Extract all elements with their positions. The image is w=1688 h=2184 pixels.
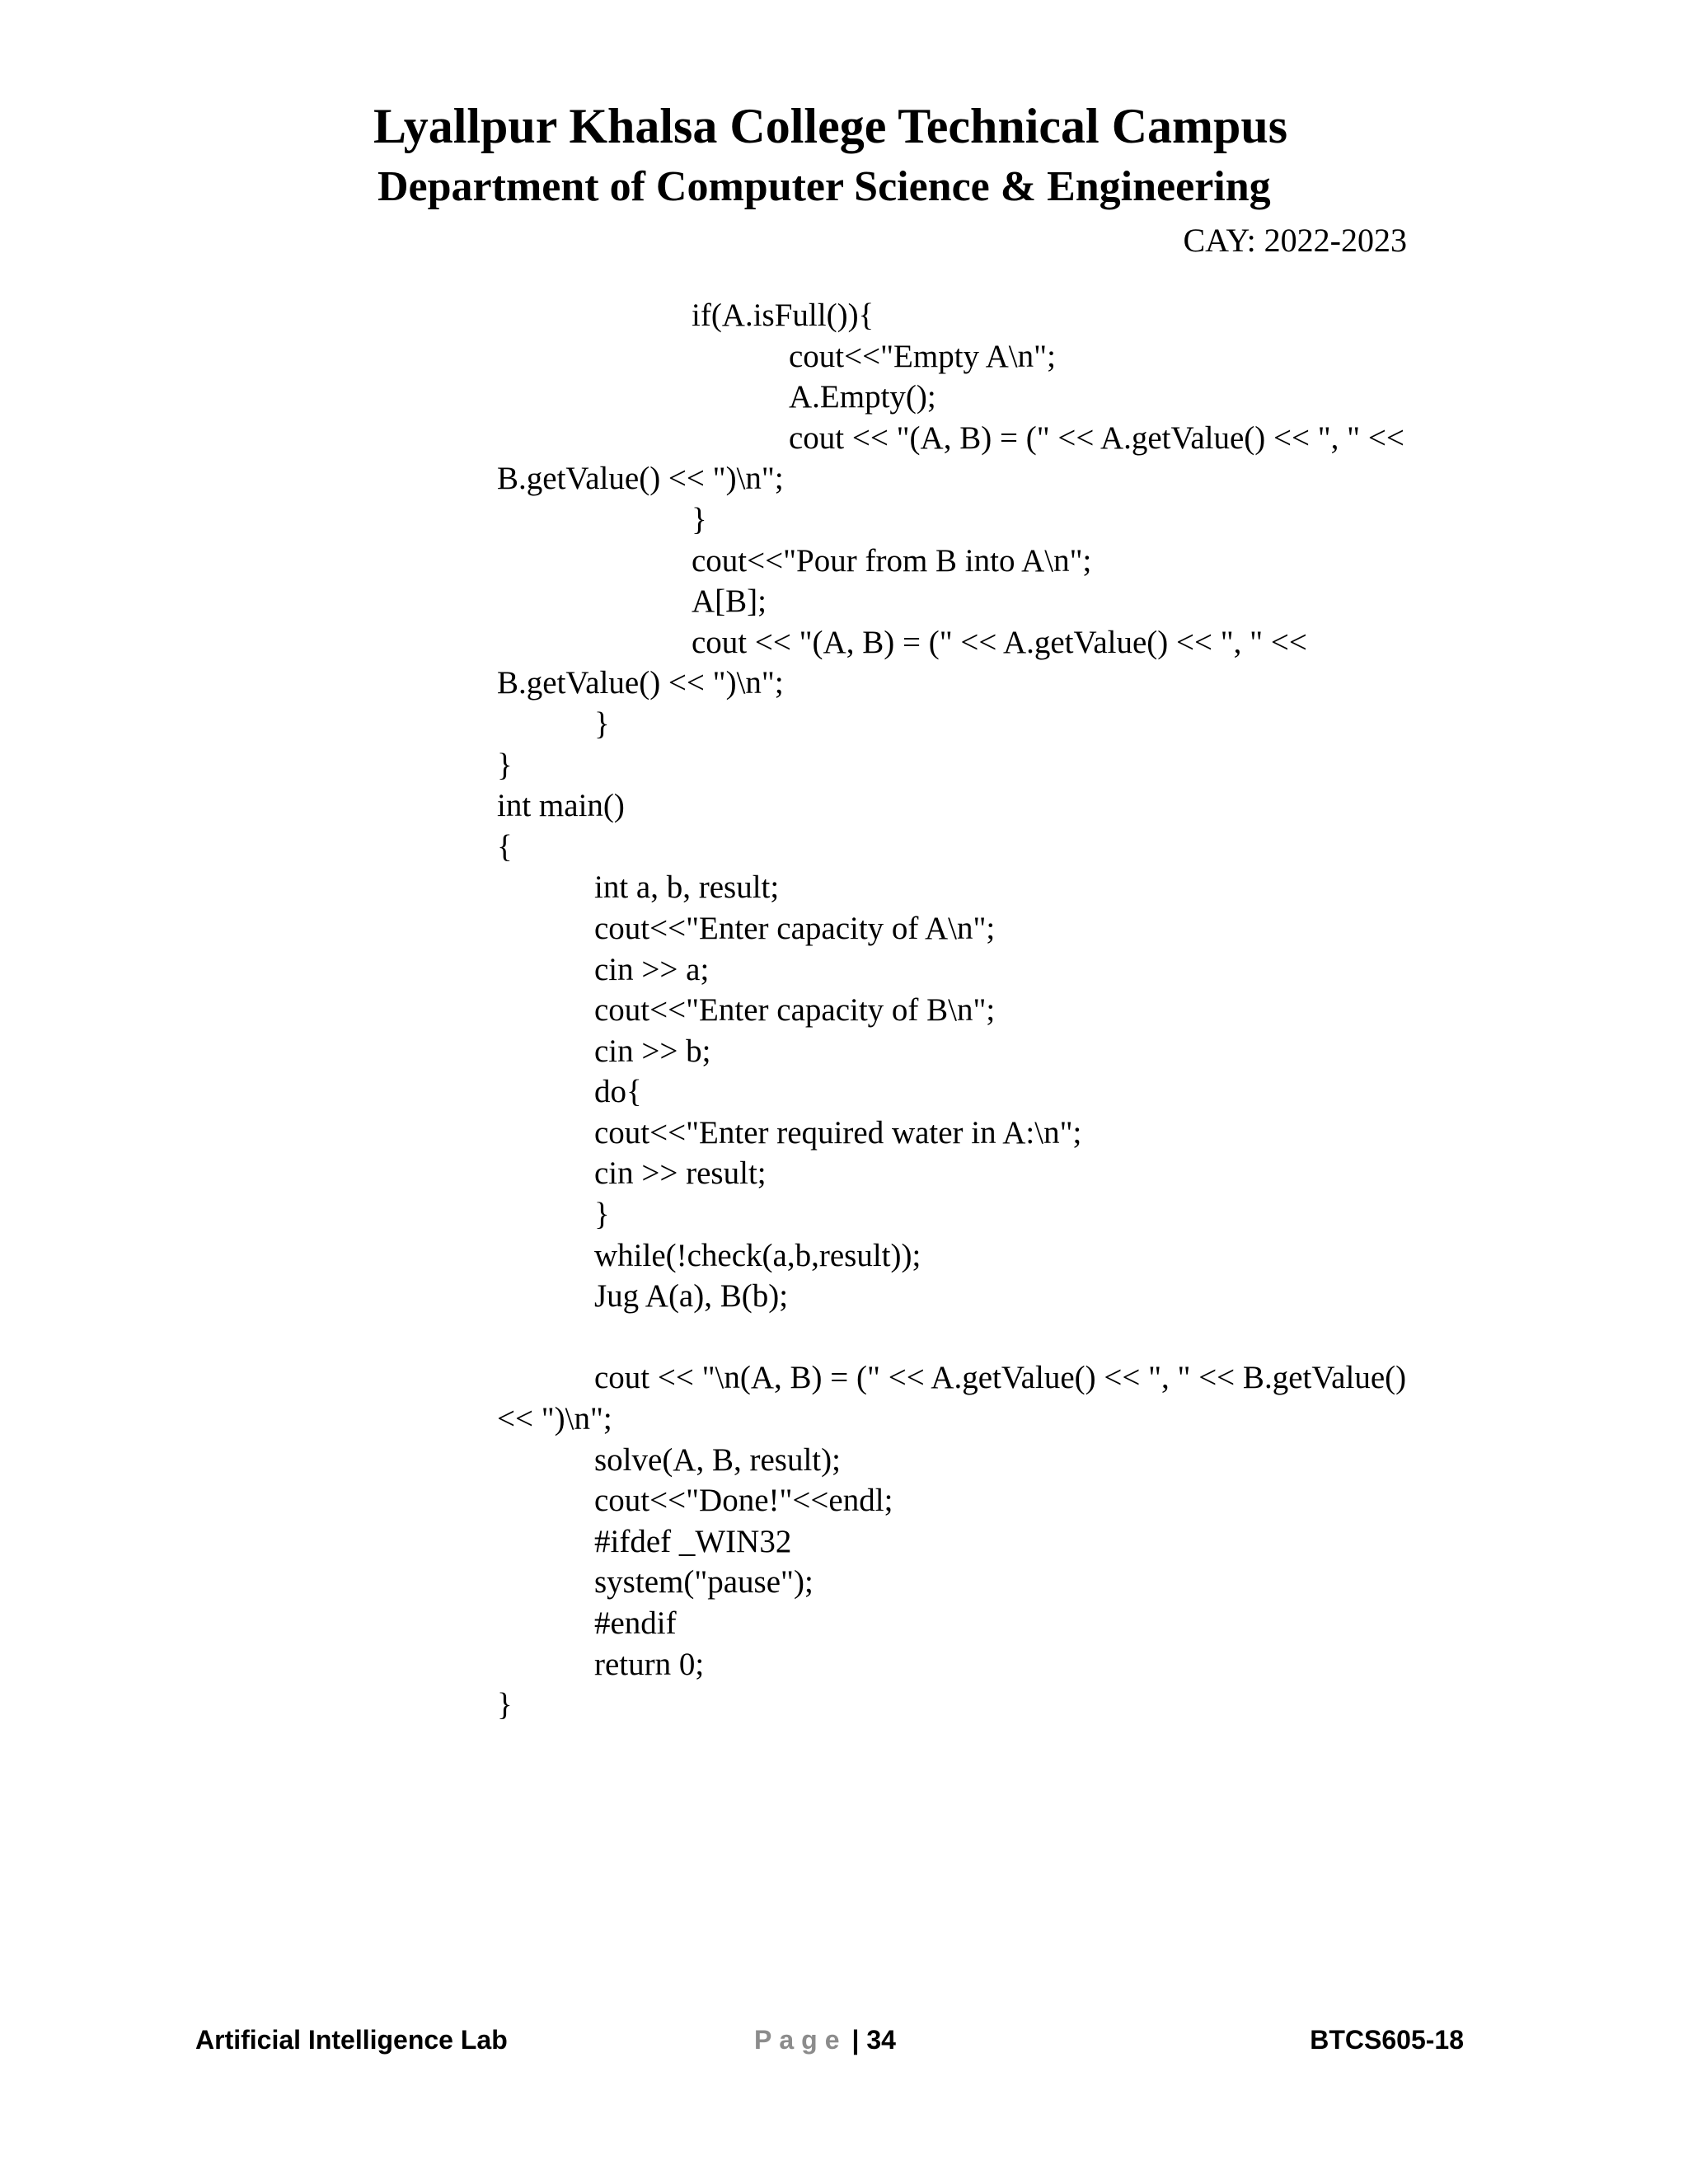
code-line: cout<<"Empty A\n"; <box>789 338 1056 374</box>
code-line: solve(A, B, result); <box>594 1441 841 1478</box>
page-number: 34 <box>866 2025 896 2055</box>
code-line: do{ <box>594 1074 642 1110</box>
code-listing <box>497 295 1453 1726</box>
code-line: while(!check(a,b,result)); <box>594 1237 921 1273</box>
code-line: cout<<"Done!"<<endl; <box>594 1483 893 1519</box>
code-line: cin >> b; <box>594 1033 711 1069</box>
code-line: } <box>497 1687 513 1723</box>
course-code: BTCS605-18 <box>1310 2025 1464 2055</box>
code-line: cout << "(A, B) = (" << A.getValue() << ", " << <box>789 419 1404 456</box>
code-line: } <box>594 1197 610 1233</box>
code-line: cout << "\n(A, B) = (" << A.getValue() << ", " << B.getValue() <box>594 1360 1407 1396</box>
code-line: B.getValue() << ")\n"; <box>497 665 784 701</box>
code-line: #ifdef _WIN32 <box>594 1523 792 1559</box>
code-line: Jug A(a), B(b); <box>594 1278 789 1315</box>
code-line: int main() <box>497 788 625 824</box>
code-line: #endif <box>594 1605 677 1641</box>
code-line: system("pause"); <box>594 1564 814 1601</box>
page-label: Page <box>754 2025 847 2055</box>
code-line: A.Empty(); <box>789 379 936 415</box>
code-line: if(A.isFull()){ <box>692 298 874 333</box>
page-indicator <box>754 2019 896 2060</box>
code-line: return 0; <box>594 1646 705 1682</box>
code-line: { <box>497 828 513 865</box>
course-name: Artificial Intelligence Lab <box>195 2025 508 2055</box>
code-line: } <box>692 501 707 537</box>
page-separator: | <box>851 2025 860 2055</box>
department-name: Department of Computer Science & Engineering <box>377 163 1271 210</box>
code-line <box>497 1317 1453 1358</box>
academic-year: CAY: 2022-2023 <box>1183 222 1407 259</box>
code-line: A[B]; <box>692 583 767 620</box>
code-line: } <box>497 747 513 783</box>
code-line: B.getValue() << ")\n"; <box>497 461 784 497</box>
college-name: Lyallpur Khalsa College Technical Campus <box>373 99 1288 153</box>
code-line: cout<<"Enter capacity of B\n"; <box>594 992 996 1029</box>
page-footer <box>0 2019 1688 2060</box>
code-line: cout<<"Enter capacity of A\n"; <box>594 910 996 946</box>
code-line: cout<<"Pour from B into A\n"; <box>692 542 1092 579</box>
code-line: cout << "(A, B) = (" << A.getValue() << ", " << <box>692 624 1307 660</box>
code-line: cout<<"Enter required water in A:\n"; <box>594 1114 1082 1151</box>
code-line: } <box>594 705 610 742</box>
code-line: int a, b, result; <box>594 869 780 906</box>
code-line: << ")\n"; <box>497 1401 612 1437</box>
code-line: cin >> a; <box>594 951 710 987</box>
code-line: cin >> result; <box>594 1155 767 1192</box>
